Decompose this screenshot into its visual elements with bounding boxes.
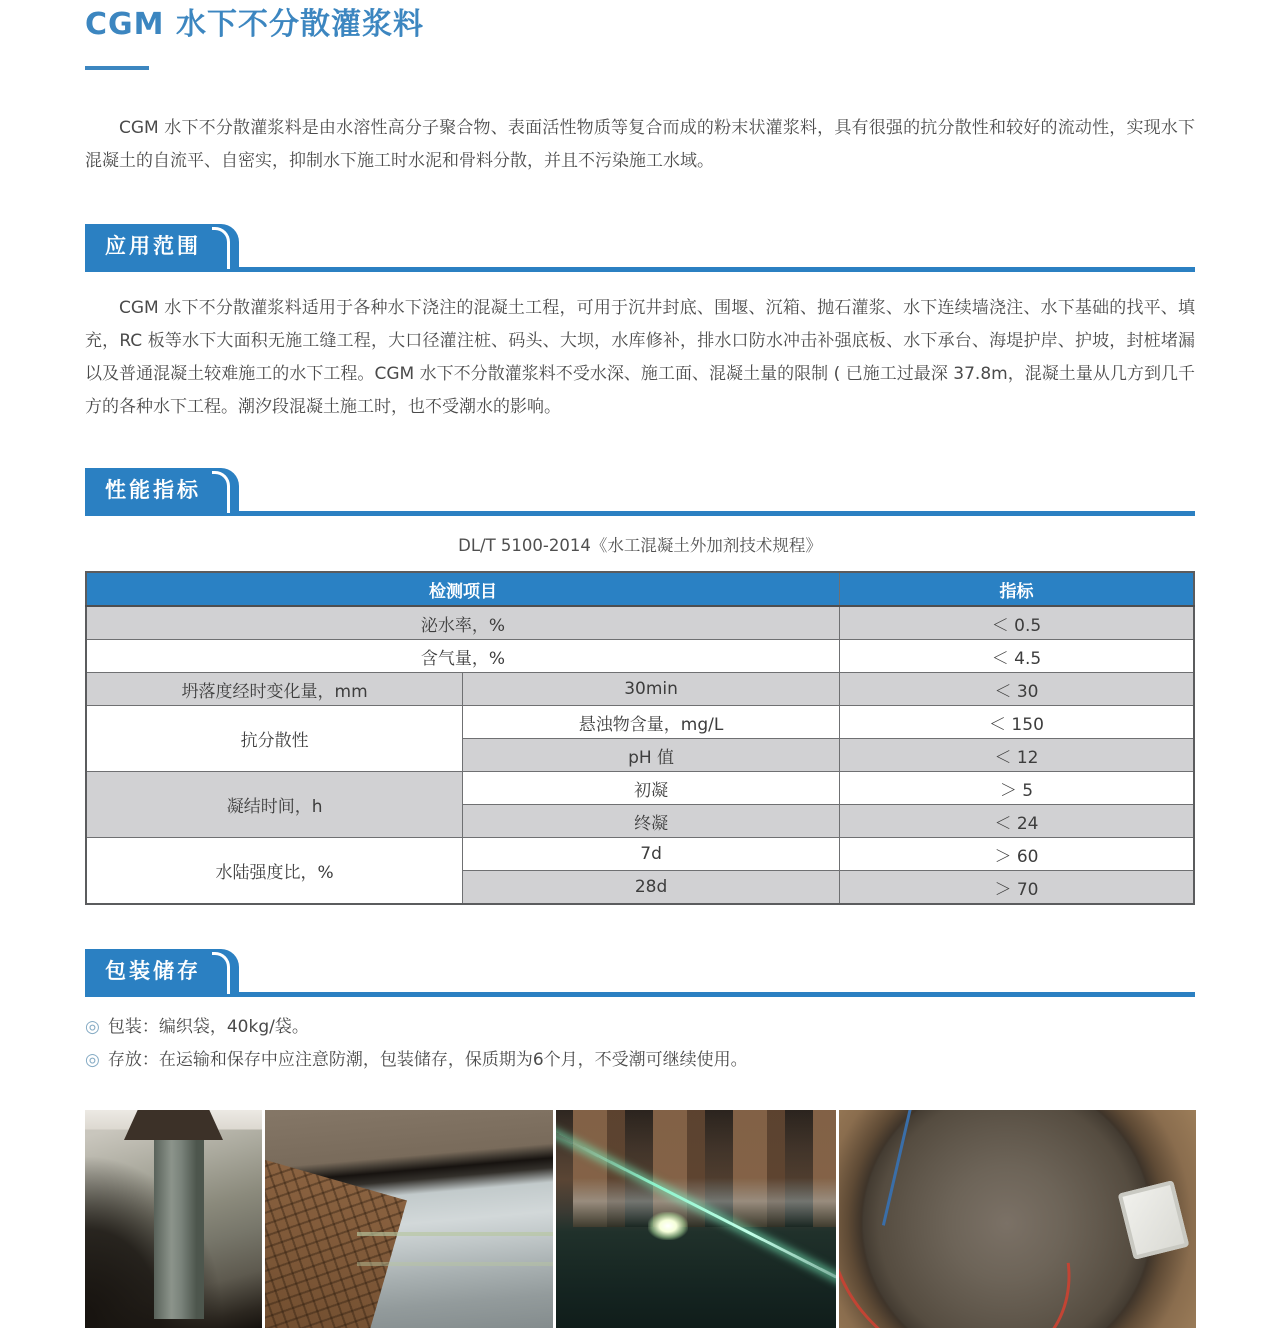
list-item — [85, 1044, 1195, 1077]
bullseye-bullet-icon: ◎ — [85, 1017, 100, 1038]
table-row — [86, 838, 1194, 871]
page-title: CGM 水下不分散灌浆料 — [85, 7, 424, 42]
table-row — [86, 606, 1194, 640]
section-tab-performance: 性能指标 — [85, 468, 239, 511]
cell-strength-value2: ＞ 70 — [839, 871, 1194, 905]
photo-strip — [85, 1110, 1195, 1328]
photo-night-piers-laser — [556, 1110, 836, 1328]
cell-air-value: ＜ 4.5 — [839, 640, 1194, 673]
section-tab-packaging: 包装储存 — [85, 949, 239, 992]
cell-setting-value1: ＞ 5 — [839, 772, 1194, 805]
intro-paragraph: CGM 水下不分散灌浆料是由水溶性高分子聚合物、表面活性物质等复合而成的粉末状灌浆料，具有很强的抗分散性和较好的流动性，实现水下混凝土的自流平、自密实，抑制水下施工时水泥和骨料分散，并且不污染施工水域。 — [85, 117, 1195, 171]
cell-slump-sub: 30min — [463, 673, 840, 706]
cell-dispersion-label: 抗分散性 — [86, 706, 463, 772]
table-row — [86, 706, 1194, 739]
cell-bleeding-label: 泌水率，% — [86, 606, 839, 640]
bullseye-bullet-icon: ◎ — [85, 1050, 100, 1071]
section-rule — [85, 267, 1195, 272]
performance-table — [85, 571, 1195, 905]
section-rule — [85, 992, 1195, 997]
section-tab-application: 应用范围 — [85, 224, 239, 267]
worklight-glow — [648, 1212, 688, 1240]
header-cell-index: 指标 — [839, 572, 1194, 606]
standard-caption: DL/T 5100-2014《水工混凝土外加剂技术规程》 — [458, 536, 822, 556]
section-performance-header — [85, 468, 1195, 516]
cell-strength-value1: ＞ 60 — [839, 838, 1194, 871]
cell-bleeding-value: ＜ 0.5 — [839, 606, 1194, 640]
document-page — [85, 0, 1195, 1328]
packaging-item-text: 包装：编织袋，40kg/袋。 — [107, 1017, 309, 1038]
cell-dispersion-value2: ＜ 12 — [839, 739, 1194, 772]
table-row — [86, 772, 1194, 805]
table-header-row — [86, 572, 1194, 606]
cell-dispersion-sub1: 悬浊物含量，mg/L — [463, 706, 840, 739]
photo-caisson-bottom — [839, 1110, 1196, 1328]
packaging-list — [85, 1011, 1195, 1077]
cell-setting-value2: ＜ 24 — [839, 805, 1194, 838]
cell-slump-value: ＜ 30 — [839, 673, 1194, 706]
cell-strength-sub1: 7d — [463, 838, 840, 871]
header-cell-item: 检测项目 — [86, 572, 839, 606]
table-row — [86, 640, 1194, 673]
application-paragraph: CGM 水下不分散灌浆料适用于各种水下浇注的混凝土工程，可用于沉井封底、围堰、沉箱、抛石灌浆、水下连续墙浇注、水下基础的找平、填充，RC 板等水下大面积无施工缝工程，大口径灌注桩、码头、大坝，水库修补，排水口防水冲击补强底板、水下承台、海堤护岸、护坡，封桩堵漏以及普通混凝土较难施工的水下工程。CGM 水下不分散灌浆料不受水深、施工面、混凝土量的限制 ( 已施工过最深 37.8m，混凝土量从几方到几千方的各种水下工程。潮汐段混凝土施工时，也不受潮水的影响。 — [85, 297, 1195, 418]
cell-setting-sub1: 初凝 — [463, 772, 840, 805]
cell-dispersion-value1: ＜ 150 — [839, 706, 1194, 739]
section-packaging-header — [85, 949, 1195, 997]
cell-setting-label: 凝结时间，h — [86, 772, 463, 838]
cell-setting-sub2: 终凝 — [463, 805, 840, 838]
photo-underwater-pile — [85, 1110, 262, 1328]
cell-dispersion-sub2: pH 值 — [463, 739, 840, 772]
packaging-item-text: 存放：在运输和保存中应注意防潮，包装储存，保质期为6个月，不受潮可继续使用。 — [107, 1050, 748, 1071]
title-underline — [85, 66, 149, 70]
list-item — [85, 1011, 1195, 1044]
cell-slump-label: 坍落度经时变化量，mm — [86, 673, 463, 706]
cell-strength-label: 水陆强度比，% — [86, 838, 463, 905]
cell-strength-sub2: 28d — [463, 871, 840, 905]
blue-cable — [882, 1110, 913, 1226]
photo-pile-joint-repair — [265, 1110, 553, 1328]
cell-air-label: 含气量，% — [86, 640, 839, 673]
section-rule — [85, 511, 1195, 516]
section-application-header — [85, 224, 1195, 272]
table-row — [86, 673, 1194, 706]
